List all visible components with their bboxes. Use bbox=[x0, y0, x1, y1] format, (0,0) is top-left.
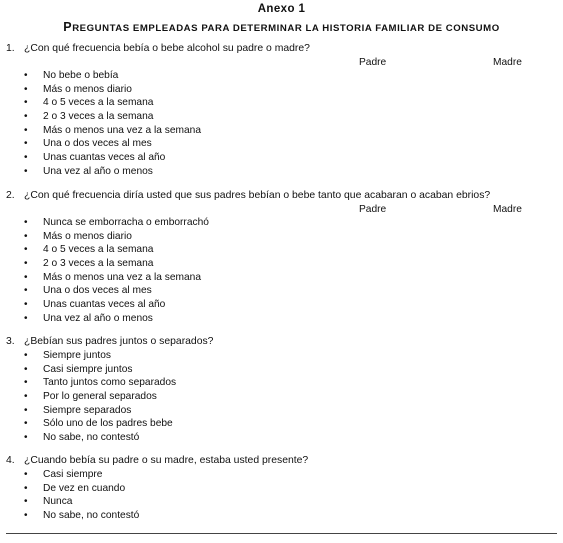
option-item bbox=[0, 509, 563, 523]
option-item bbox=[0, 151, 563, 165]
option-item bbox=[0, 376, 563, 390]
bullet-icon: • bbox=[24, 124, 28, 136]
option-text: De vez en cuando bbox=[43, 482, 126, 494]
option-item bbox=[0, 110, 563, 124]
option-text: Más o menos diario bbox=[43, 83, 132, 95]
bullet-icon: • bbox=[24, 391, 28, 403]
option-text: Una vez al año o menos bbox=[43, 165, 153, 177]
question-3-options bbox=[0, 349, 563, 445]
option-item bbox=[0, 349, 563, 363]
question-3-line bbox=[0, 335, 563, 349]
option-text: No sabe, no contestó bbox=[43, 432, 140, 444]
question-1-number: 1. bbox=[6, 43, 15, 54]
option-text: No bebe o bebía bbox=[43, 70, 119, 81]
bullet-icon: • bbox=[24, 363, 28, 375]
option-text: Más o menos diario bbox=[43, 230, 132, 242]
option-item bbox=[0, 124, 563, 138]
option-item bbox=[0, 230, 563, 244]
question-2-line bbox=[0, 189, 563, 203]
option-item bbox=[0, 312, 563, 326]
document-title bbox=[0, 20, 563, 34]
question-1-options bbox=[0, 69, 563, 179]
option-text: Por lo general separados bbox=[43, 391, 157, 403]
option-text: Nunca se emborracha o emborrachó bbox=[43, 217, 209, 228]
bullet-icon: • bbox=[24, 299, 28, 311]
document-title-rest: REGUNTAS EMPLEADAS PARA DETERMINAR LA HISTORIA FAMILIAR DE CONSUMO bbox=[72, 23, 500, 34]
option-text: Más o menos una vez a la semana bbox=[43, 124, 201, 136]
option-text: Más o menos una vez a la semana bbox=[43, 271, 201, 283]
question-1-column-headers bbox=[0, 56, 563, 69]
option-text: Unas cuantas veces al año bbox=[43, 299, 166, 311]
bullet-icon: • bbox=[24, 271, 28, 283]
option-item bbox=[0, 495, 563, 509]
option-text: Tanto juntos como separados bbox=[43, 377, 177, 389]
option-text: 4 o 5 veces a la semana bbox=[43, 97, 154, 109]
option-item bbox=[0, 431, 563, 445]
bullet-icon: • bbox=[24, 138, 28, 150]
option-text: Una o dos veces al mes bbox=[43, 285, 152, 297]
bullet-icon: • bbox=[24, 70, 28, 81]
bullet-icon: • bbox=[24, 482, 28, 494]
bullet-icon: • bbox=[24, 350, 28, 361]
question-4-number: 4. bbox=[6, 455, 15, 466]
option-text: Sólo uno de los padres bebe bbox=[43, 418, 173, 430]
bullet-icon: • bbox=[24, 165, 28, 177]
column-header-madre: Madre bbox=[493, 204, 522, 215]
question-4-text: ¿Cuando bebía su padre o su madre, estaba usted presente? bbox=[24, 455, 309, 466]
option-text: Nunca bbox=[43, 496, 73, 508]
question-1-line bbox=[0, 42, 563, 56]
bullet-icon: • bbox=[24, 258, 28, 270]
bullet-icon: • bbox=[24, 217, 28, 228]
option-item bbox=[0, 69, 563, 83]
option-text: Siempre juntos bbox=[43, 350, 111, 361]
option-item bbox=[0, 243, 563, 257]
option-item bbox=[0, 284, 563, 298]
option-item bbox=[0, 298, 563, 312]
bullet-icon: • bbox=[24, 285, 28, 297]
option-item bbox=[0, 83, 563, 97]
question-2-text: ¿Con qué frecuencia diría usted que sus padres bebían o bebe tanto que acabaran o acaban ebrios? bbox=[24, 190, 491, 201]
bullet-icon: • bbox=[24, 510, 28, 522]
option-text: Una o dos veces al mes bbox=[43, 138, 152, 150]
question-3-number: 3. bbox=[6, 336, 15, 347]
question-2-options bbox=[0, 216, 563, 326]
option-text: 4 o 5 veces a la semana bbox=[43, 244, 154, 256]
question-1-text: ¿Con qué frecuencia bebía o bebe alcohol su padre o madre? bbox=[24, 43, 310, 54]
annex-title: Anexo 1 bbox=[257, 3, 306, 15]
document-title-initial: P bbox=[63, 20, 73, 34]
column-header-padre: Padre bbox=[359, 204, 387, 215]
bullet-icon: • bbox=[24, 496, 28, 508]
option-text: Una vez al año o menos bbox=[43, 312, 153, 324]
question-2 bbox=[0, 189, 563, 326]
bullet-icon: • bbox=[24, 377, 28, 389]
question-3-text: ¿Bebían sus padres juntos o separados? bbox=[24, 336, 214, 347]
bullet-icon: • bbox=[24, 111, 28, 123]
bullet-icon: • bbox=[24, 152, 28, 164]
bullet-icon: • bbox=[24, 83, 28, 95]
option-item bbox=[0, 482, 563, 496]
bullet-icon: • bbox=[24, 97, 28, 109]
bullet-icon: • bbox=[24, 432, 28, 444]
question-4 bbox=[0, 454, 563, 523]
option-item bbox=[0, 404, 563, 418]
option-item bbox=[0, 216, 563, 230]
bottom-rule bbox=[6, 533, 557, 534]
option-item bbox=[0, 96, 563, 110]
option-item bbox=[0, 165, 563, 179]
option-item bbox=[0, 363, 563, 377]
column-header-madre: Madre bbox=[493, 57, 522, 68]
bullet-icon: • bbox=[24, 418, 28, 430]
column-header-padre: Padre bbox=[359, 57, 387, 68]
option-text: 2 o 3 veces a la semana bbox=[43, 111, 154, 123]
option-text: Siempre separados bbox=[43, 404, 132, 416]
option-item bbox=[0, 137, 563, 151]
bullet-icon: • bbox=[24, 469, 28, 480]
question-1 bbox=[0, 42, 563, 179]
option-text: Casi siempre juntos bbox=[43, 363, 133, 375]
option-text: No sabe, no contestó bbox=[43, 510, 140, 522]
question-3 bbox=[0, 335, 563, 445]
question-4-line bbox=[0, 454, 563, 468]
option-item bbox=[0, 417, 563, 431]
bullet-icon: • bbox=[24, 244, 28, 256]
option-text: Casi siempre bbox=[43, 469, 103, 480]
bullet-icon: • bbox=[24, 230, 28, 242]
question-4-options bbox=[0, 468, 563, 523]
question-2-column-headers bbox=[0, 203, 563, 216]
bullet-icon: • bbox=[24, 404, 28, 416]
option-item bbox=[0, 271, 563, 285]
option-item bbox=[0, 257, 563, 271]
option-text: Unas cuantas veces al año bbox=[43, 152, 166, 164]
bullet-icon: • bbox=[24, 312, 28, 324]
option-item bbox=[0, 390, 563, 404]
option-item bbox=[0, 468, 563, 482]
option-text: 2 o 3 veces a la semana bbox=[43, 258, 154, 270]
question-2-number: 2. bbox=[6, 190, 15, 201]
